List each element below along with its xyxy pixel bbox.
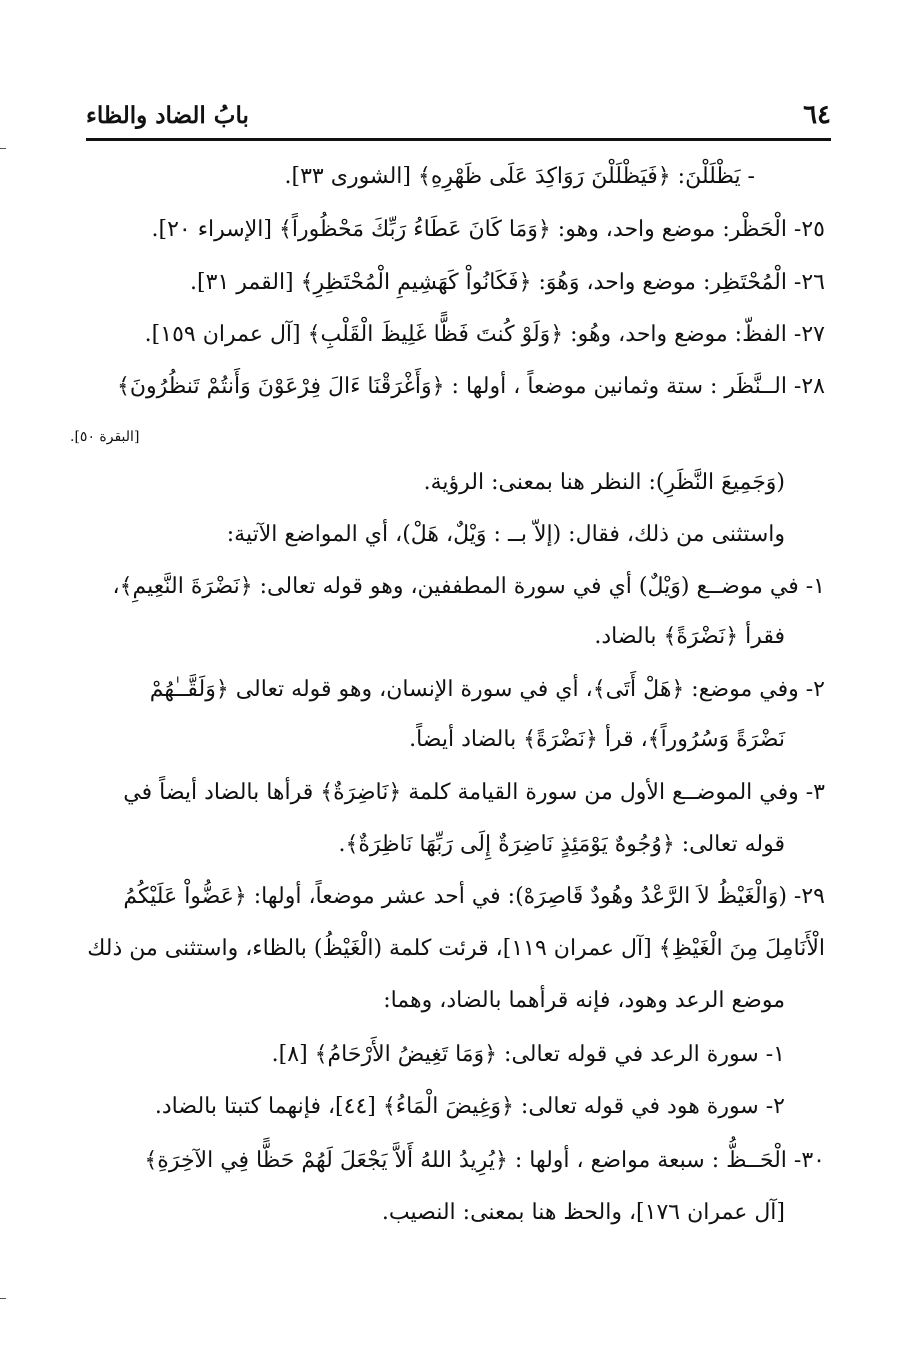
entry-line: موضع الرعد وهود، فإنه قرأهما بالضاد، وهما:: [383, 988, 785, 1013]
chapter-title: بابُ الضاد والظاء: [86, 102, 249, 129]
entry-line: ٢- وفي موضع: ﴿هَلْ أَتَى﴾، أي في سورة الإنسان، وهو قوله تعالى ﴿وَلَقَّــٰهُمْ: [149, 677, 825, 702]
entry-line: ٣- وفي الموضــع الأول من سورة القيامة كلمة ﴿نَاضِرَةٌ﴾ قرأها بالضاد أيضاً في: [123, 780, 825, 805]
entry-line: ٢- سورة هود في قوله تعالى: ﴿وَغِيضَ الْمَاءُ﴾ [٤٤]، فإنهما كتبتا بالضاد.: [154, 1094, 785, 1119]
scan-margin-mark: [0, 148, 6, 149]
entry-line: ١- في موضــع (وَيْلٌ) أي في سورة المطففين، وهو قوله تعالى: ﴿نَضْرَةَ النَّعِيمِ﴾،: [112, 574, 825, 599]
entry-line: (وَجَمِيعَ النَّظَرِ): النظر هنا بمعنى: الرؤية.: [423, 470, 785, 495]
entry-line: ٢٧- الفظّ: موضع واحد، وهُو: ﴿وَلَوْ كُنتَ فَظًّا غَلِيظَ الْقَلْبِ﴾ [آل عمران ١٥٩].: [144, 322, 825, 347]
entry-line: ٣٠- الْحَــظُّ : سبعة مواضع ، أولها : ﴿يُرِيدُ اللهُ أَلاَّ يَجْعَلَ لَهُمْ حَظًّا فِي الآخِرَةِ﴾: [144, 1148, 825, 1173]
reference-line: [البقرة ٥٠].: [70, 429, 140, 445]
entry-line: الْأَنَامِلَ مِنَ الْغَيْظِ﴾ [آل عمران ١١٩]، قرئت كلمة (الْغَيْظُ) بالظاء، واستثنى من ذلك: [87, 936, 825, 961]
entry-line: واستثنى من ذلك، فقال: (إلاّ بــ : وَيْلٌ، هَلْ)، أي المواضع الآتية:: [226, 522, 785, 547]
entry-line: فقرأ ﴿نَضْرَةً﴾ بالضاد.: [594, 624, 785, 649]
page-header: [86, 96, 831, 136]
entry-line: نَضْرَةً وَسُرُوراً﴾، قرأ ﴿نَضْرَةً﴾ بالضاد أيضاً.: [409, 727, 785, 752]
entry-line: ٢٩- (وَالْغَيْظُ لاَ الرَّعْدُ وهُودٌ قَاصِرَهْ): في أحد عشر موضعاً، أولها: ﴿عَضُّواْ عَلَيْكُمُ: [123, 884, 825, 909]
entry-line: ٢٥- الْحَظْر: موضع واحد، وهو: ﴿وَمَا كَانَ عَطَاءُ رَبِّكَ مَحْظُوراً﴾ [الإسراء ٢٠].: [151, 217, 825, 242]
entry-line: - يَظْلَلْنَ: ﴿فَيَظْلَلْنَ رَوَاكِدَ عَلَى ظَهْرِهِ﴾ [الشورى ٣٣].: [284, 164, 755, 189]
entry-line: ٢٦- الْمُحْتَظِر: موضع واحد، وَهُوَ: ﴿فَكَانُواْ كَهَشِيمِ الْمُحْتَظِرِ﴾ [القمر ٣١].: [190, 270, 825, 295]
entry-line: ١- سورة الرعد في قوله تعالى: ﴿وَمَا تَغِيضُ الأَرْحَامُ﴾ [٨].: [271, 1042, 785, 1067]
header-rule: [86, 138, 831, 141]
page-number: ٦٤: [803, 100, 831, 130]
entry-line: ٢٨- الــنَّظَر : ستة وثمانين موضعاً ، أولها : ﴿وَأَغْرَقْنَا ءَالَ فِرْعَوْنَ وَأَنتُمْ تَنظُرُونَ﴾: [116, 374, 825, 399]
entry-line: [آل عمران ١٧٦]، والحظ هنا بمعنى: النصيب.: [381, 1200, 785, 1225]
scan-margin-mark: [0, 1298, 6, 1299]
entry-line: قوله تعالى: ﴿وُجُوهٌ يَوْمَئِذٍ نَاضِرَةٌ إِلَى رَبِّهَا نَاظِرَةٌ﴾.: [338, 832, 785, 857]
